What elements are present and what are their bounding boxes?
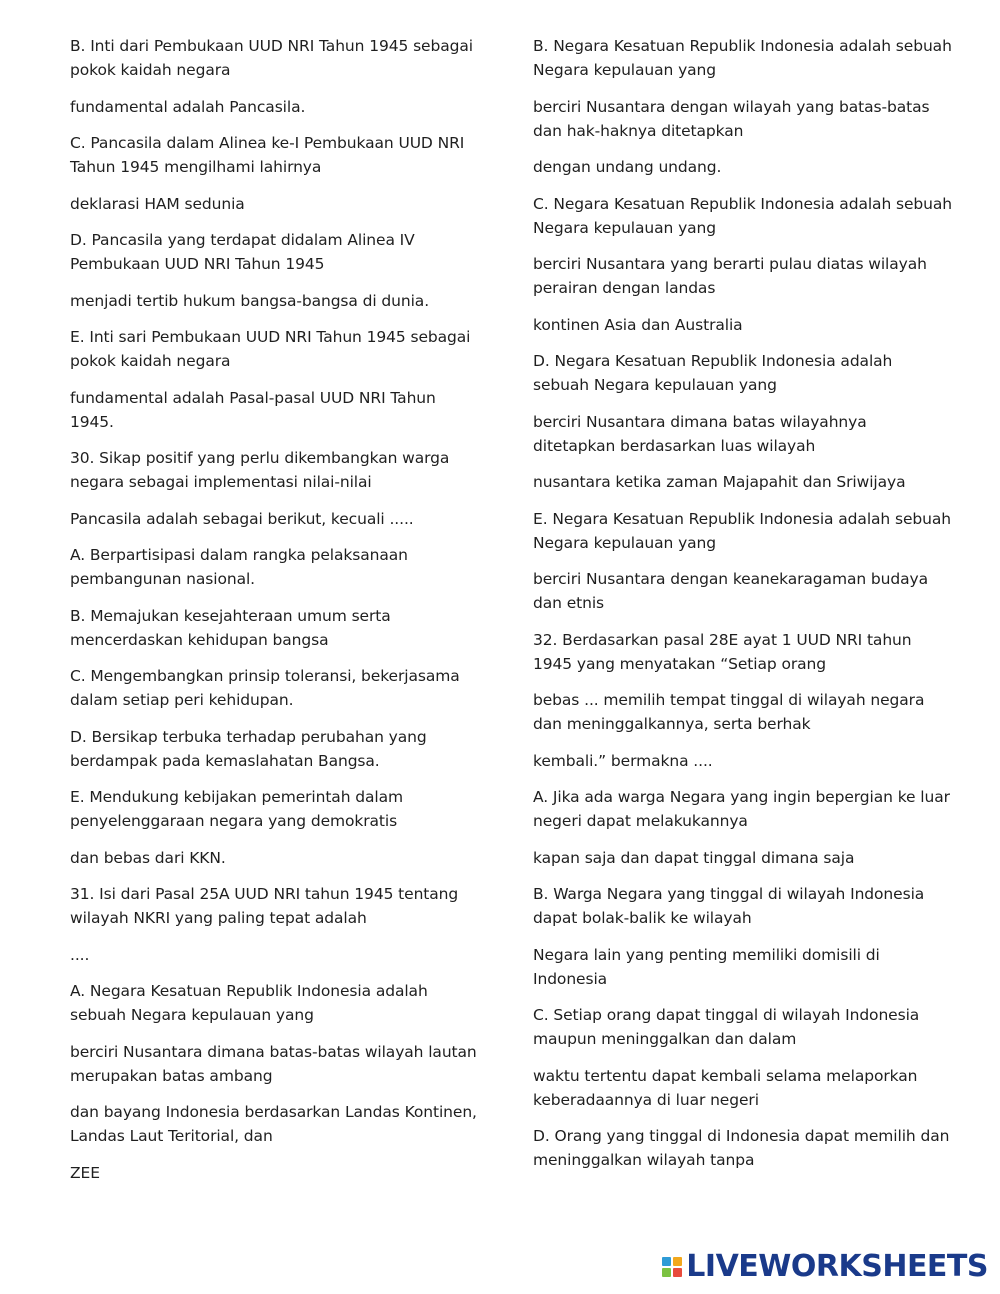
option-b: B. Memajukan kesejahteraan umum serta mencerdaskan kehidupan bangsa <box>70 606 391 649</box>
text-paragraph: menjadi tertib hukum bangsa-bangsa di dunia. <box>70 291 430 310</box>
brand-name: LIVEWORKSHEETS <box>686 1249 988 1284</box>
text-paragraph: .... <box>70 945 90 964</box>
option-c: C. Negara Kesatuan Republik Indonesia adalah sebuah Negara kepulauan yang <box>533 194 952 237</box>
text-paragraph: dan bayang Indonesia berdasarkan Landas Kontinen, Landas Laut Teritorial, dan <box>70 1103 477 1145</box>
text-paragraph: D. Pancasila yang terdapat didalam Alinea IV Pembukaan UUD NRI Tahun 1945 <box>70 231 415 273</box>
liveworksheets-logo <box>662 1249 988 1284</box>
text-paragraph: kembali.” bermakna .... <box>533 751 713 770</box>
liveworksheets-logo-icon <box>662 1257 682 1277</box>
right-column <box>533 34 953 1185</box>
option-d: D. Orang yang tinggal di Indonesia dapat memilih dan meninggalkan wilayah tanpa <box>533 1127 950 1169</box>
option-a: A. Negara Kesatuan Republik Indonesia adalah sebuah Negara kepulauan yang <box>70 982 428 1024</box>
text-paragraph: nusantara ketika zaman Majapahit dan Sriwijaya <box>533 473 906 491</box>
text-paragraph: ZEE <box>70 1163 100 1182</box>
option-b: B. Warga Negara yang tinggal di wilayah Indonesia dapat bolak-balik ke wilayah <box>533 885 925 927</box>
text-paragraph: kontinen Asia dan Australia <box>533 315 743 334</box>
text-paragraph: berciri Nusantara dengan keanekaragaman budaya dan etnis <box>533 570 928 612</box>
left-column <box>70 34 480 1197</box>
text-paragraph: berciri Nusantara dengan wilayah yang batas-batas dan hak-haknya ditetapkan <box>533 97 930 140</box>
option-a: A. Berpartisipasi dalam rangka pelaksanaan pembangunan nasional. <box>70 546 408 588</box>
text-paragraph: B. Inti dari Pembukaan UUD NRI Tahun 1945 sebagai pokok kaidah negara <box>70 37 473 79</box>
text-paragraph: berciri Nusantara yang berarti pulau diatas wilayah perairan dengan landas <box>533 255 927 297</box>
option-e: E. Mendukung kebijakan pemerintah dalam penyelenggaraan negara yang demokratis <box>70 788 403 830</box>
question-32: 32. Berdasarkan pasal 28E ayat 1 UUD NRI tahun 1945 yang menyatakan “Setiap orang <box>533 630 912 673</box>
text-paragraph: dan bebas dari KKN. <box>70 848 226 867</box>
text-paragraph: deklarasi HAM sedunia <box>70 194 245 213</box>
option-b: B. Negara Kesatuan Republik Indonesia adalah sebuah Negara kepulauan yang <box>533 37 952 79</box>
text-paragraph: Pancasila adalah sebagai berikut, kecuali ..... <box>70 509 414 528</box>
text-paragraph: kapan saja dan dapat tinggal dimana saja <box>533 848 855 867</box>
text-paragraph: bebas ... memilih tempat tinggal di wilayah negara dan meninggalkannya, serta berhak <box>533 691 925 733</box>
option-d: D. Negara Kesatuan Republik Indonesia adalah sebuah Negara kepulauan yang <box>533 352 893 394</box>
text-paragraph: Negara lain yang penting memiliki domisili di Indonesia <box>533 945 880 988</box>
text-paragraph: C. Pancasila dalam Alinea ke-I Pembukaan UUD NRI Tahun 1945 mengilhami lahirnya <box>70 134 465 176</box>
question-31: 31. Isi dari Pasal 25A UUD NRI tahun 1945 tentang wilayah NKRI yang paling tepat adalah <box>70 885 459 927</box>
text-paragraph: fundamental adalah Pancasila. <box>70 97 306 116</box>
text-paragraph: berciri Nusantara dimana batas-batas wilayah lautan merupakan batas ambang <box>70 1042 477 1085</box>
option-d: D. Bersikap terbuka terhadap perubahan yang berdampak pada kemaslahatan Bangsa. <box>70 727 427 770</box>
text-paragraph: berciri Nusantara dimana batas wilayahnya ditetapkan berdasarkan luas wilayah <box>533 412 867 455</box>
text-paragraph: waktu tertentu dapat kembali selama melaporkan keberadaannya di luar negeri <box>533 1066 918 1109</box>
text-paragraph: E. Inti sari Pembukaan UUD NRI Tahun 1945 sebagai pokok kaidah negara <box>70 328 471 370</box>
question-30: 30. Sikap positif yang perlu dikembangkan warga negara sebagai implementasi nilai-nilai <box>70 449 450 491</box>
option-c: C. Setiap orang dapat tinggal di wilayah Indonesia maupun meninggalkan dan dalam <box>533 1006 920 1048</box>
text-paragraph: fundamental adalah Pasal-pasal UUD NRI Tahun 1945. <box>70 388 436 431</box>
text-paragraph: dengan undang undang. <box>533 158 722 176</box>
option-a: A. Jika ada warga Negara yang ingin bepergian ke luar negeri dapat melakukannya <box>533 788 950 830</box>
option-c: C. Mengembangkan prinsip toleransi, bekerjasama dalam setiap peri kehidupan. <box>70 667 460 709</box>
option-e: E. Negara Kesatuan Republik Indonesia adalah sebuah Negara kepulauan yang <box>533 509 951 552</box>
